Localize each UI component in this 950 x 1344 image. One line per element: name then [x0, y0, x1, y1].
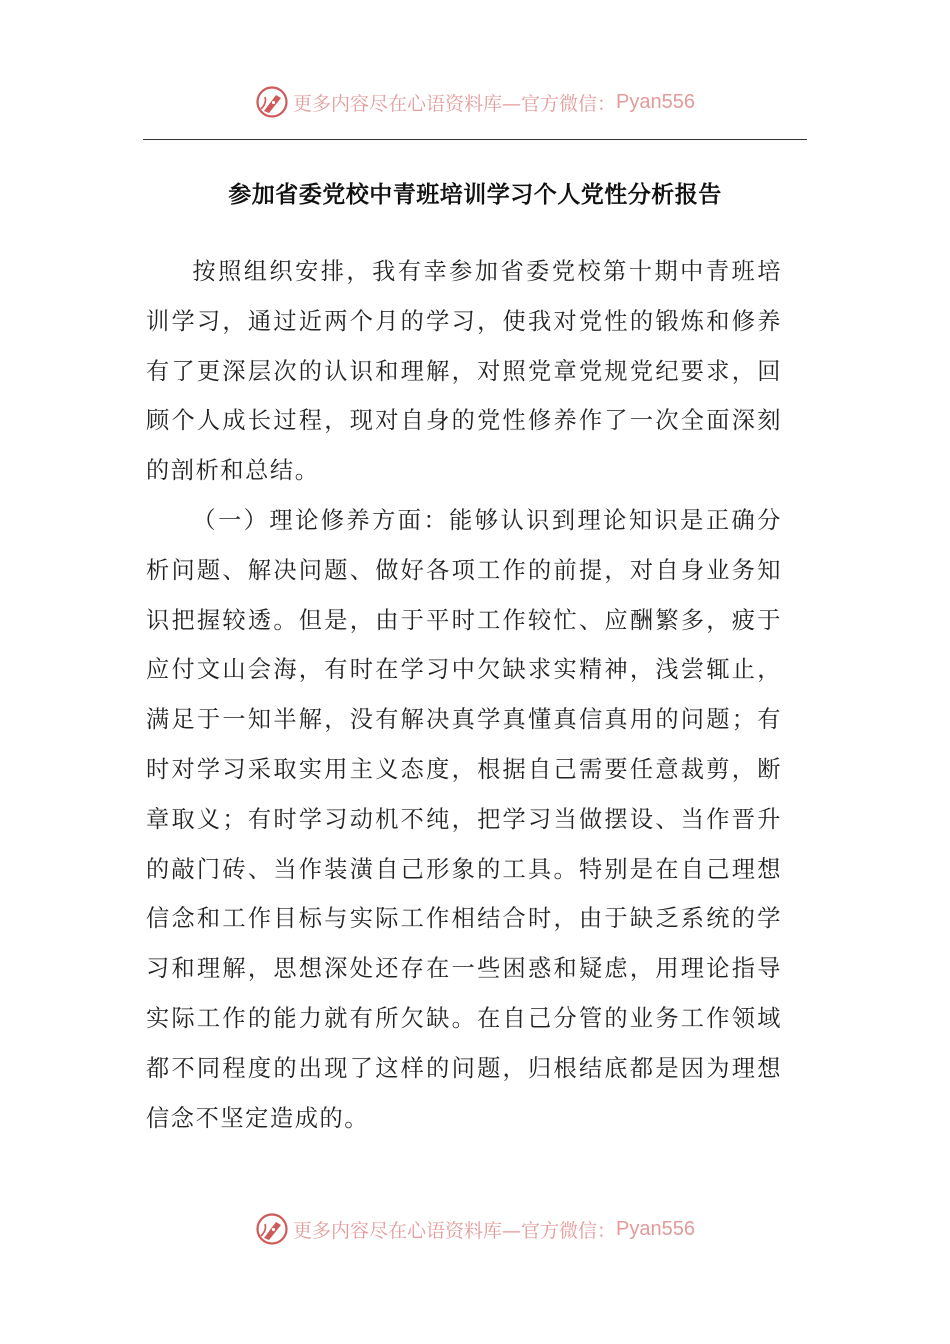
header-banner — [0, 82, 950, 122]
paragraph-theory: （一）理论修养方面：能够认识到理论知识是正确分析问题、解决问题、做好各项工作的前提，对自身业务知识把握较透。但是，由于平时工作较忙、应酬繁多，疲于应付文山会海，有时在学习中欠缺求实精神，浅尝辄止，满足于一知半解，没有解决真学真懂真信真用的问题；有时对学习采取实用主义态度，根据自己需要任意裁剪，断章取义；有时学习动机不纯，把学习当做摆设、当作晋升的敲门砖、当作装潢自己形象的工具。特别是在自己理想信念和工作目标与实际工作相结合时，由于缺乏系统的学习和理解，思想深处还存在一些困惑和疑虑，用理论指导实际工作的能力就有所欠缺。在自己分管的业务工作领域都不同程度的出现了这样的问题，归根结底都是因为理想信念不坚定造成的。 — [146, 506, 782, 1132]
document-title: 参加省委党校中青班培训学习个人党性分析报告 — [228, 182, 722, 208]
footer-banner — [0, 1209, 950, 1249]
pen-nib-circle-icon — [255, 85, 289, 119]
footer-wechat-id: Pyan556 — [616, 1217, 695, 1240]
paragraph-intro: 按照组织安排，我有幸参加省委党校第十期中青班培训学习，通过近两个月的学习，使我对党性的锻炼和修养有了更深层次的认识和理解，对照党章党规党纪要求，回顾个人成长过程，现对自身的党性修养作了一次全面深刻的剖析和总结。 — [146, 258, 782, 485]
header-wechat-id: Pyan556 — [616, 90, 695, 113]
pen-nib-circle-icon — [255, 1212, 289, 1246]
document-body — [146, 247, 782, 1143]
header-banner-text: 更多内容尽在心语资料库—官方微信： — [293, 92, 617, 115]
footer-banner-text: 更多内容尽在心语资料库—官方微信： — [293, 1219, 617, 1242]
header-divider — [143, 139, 807, 140]
